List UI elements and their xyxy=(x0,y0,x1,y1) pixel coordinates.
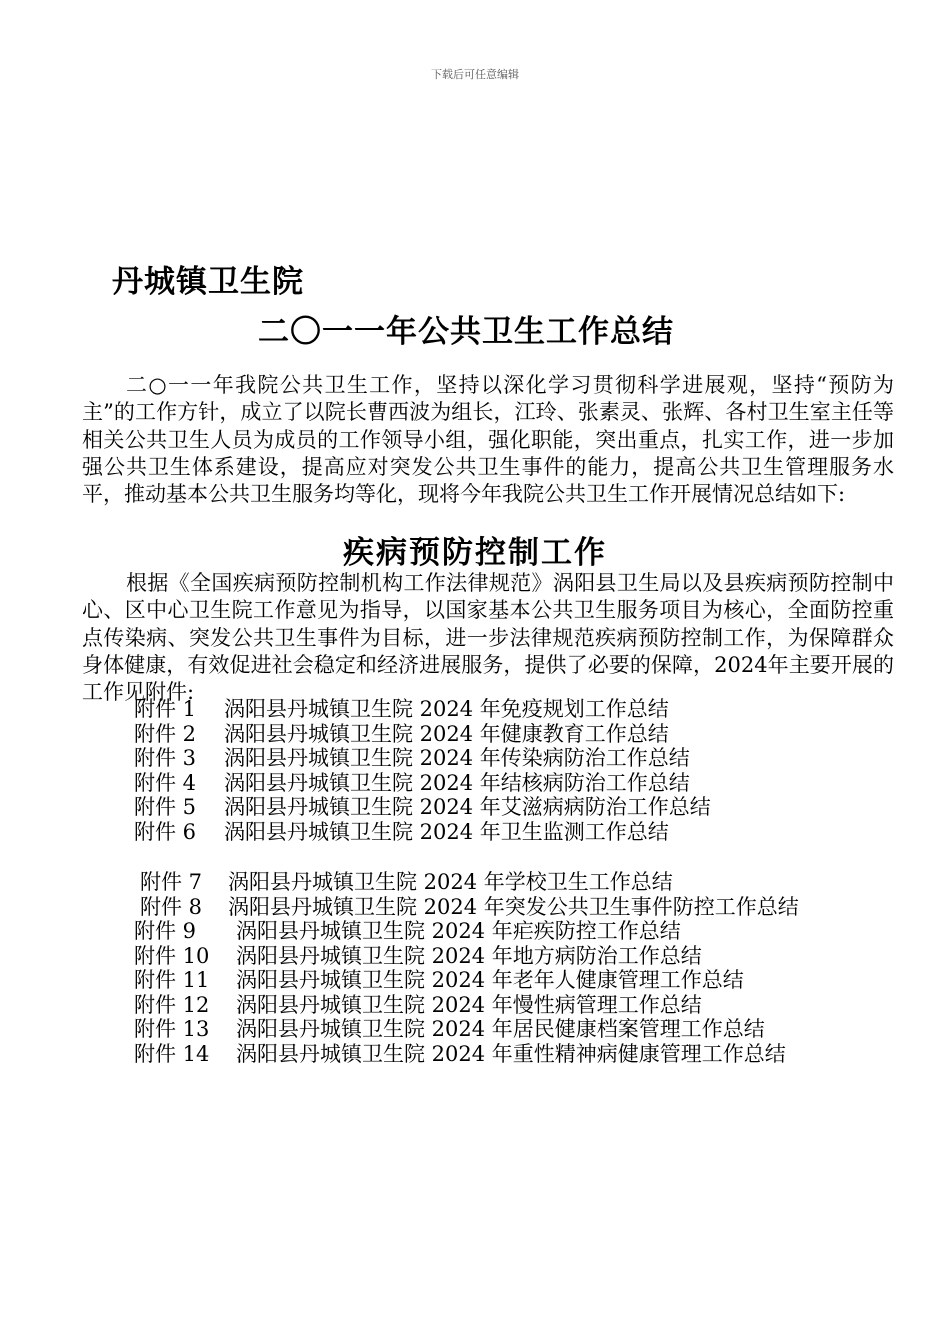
attachment-label: 附件 4 xyxy=(134,770,197,795)
organization-title: 丹城镇卫生院 xyxy=(112,264,304,300)
attachment-label: 附件 2 xyxy=(134,721,197,746)
attachment-label: 附件 7 xyxy=(140,870,203,894)
attachment-title: 涡阳县丹城镇卫生院 2024 年老年人健康管理工作总结 xyxy=(236,968,744,992)
attachment-label: 附件 12 xyxy=(134,992,210,1017)
attachment-label: 附件 5 xyxy=(134,795,197,819)
attachment-title: 涡阳县丹城镇卫生院 2024 年地方病防治工作总结 xyxy=(236,943,702,968)
section-heading: 疾病预防控制工作 xyxy=(343,535,607,571)
attachment-label: 附件 3 xyxy=(134,746,197,770)
section-body: 根据《全国疾病预防控制机构工作法律规范》涡阳县卫生局以及县疾病预防控制中心、区中心卫生院工作意见为指导，以国家基本公共卫生服务项目为核心，全面防控重点传染病、突发公共卫生事件为目标，进一步法律规范疾病预防控制工作，为保障群众身体健康，有效促进社会稳定和经济进展服务，提供了必要的保障，2024年主要开展的工作见附件: xyxy=(82,571,894,705)
attachment-title: 涡阳县丹城镇卫生院 2024 年传染病防治工作总结 xyxy=(224,746,690,770)
attachment-label: 附件 11 xyxy=(134,968,210,992)
document-title: 二〇一一年公共卫生工作总结 xyxy=(258,314,674,350)
attachment-title: 涡阳县丹城镇卫生院 2024 年免疫规划工作总结 xyxy=(224,697,669,721)
attachment-label: 附件 9 xyxy=(134,919,197,943)
attachment-label: 附件 8 xyxy=(140,894,203,919)
attachment-title: 涡阳县丹城镇卫生院 2024 年居民健康档案管理工作总结 xyxy=(236,1017,765,1041)
attachment-title: 涡阳县丹城镇卫生院 2024 年疟疾防控工作总结 xyxy=(236,919,681,943)
attachment-title: 涡阳县丹城镇卫生院 2024 年结核病防治工作总结 xyxy=(224,770,690,795)
intro-paragraph: 二○一一年我院公共卫生工作，坚持以深化学习贯彻科学进展观，坚持“预防为主”的工作方针，成立了以院长曹西波为组长，江玲、张素灵、张辉、各村卫生室主任等相关公共卫生人员为成员的工作领导小组，强化职能，突出重点，扎实工作，进一步加强公共卫生体系建设，提高应对突发公共卫生事件的能力，提高公共卫生管理服务水平，推动基本公共卫生服务均等化，现将今年我院公共卫生工作开展情况总结如下: xyxy=(82,373,894,507)
attachment-title: 涡阳县丹城镇卫生院 2024 年艾滋病病防治工作总结 xyxy=(224,795,711,819)
attachment-title: 涡阳县丹城镇卫生院 2024 年突发公共卫生事件防控工作总结 xyxy=(228,894,799,919)
attachment-title: 涡阳县丹城镇卫生院 2024 年重性精神病健康管理工作总结 xyxy=(236,1041,786,1066)
attachment-label: 附件 1 xyxy=(134,697,197,721)
attachment-label: 附件 14 xyxy=(134,1041,210,1066)
header-note: 下载后可任意编辑 xyxy=(431,68,519,81)
attachment-title: 涡阳县丹城镇卫生院 2024 年学校卫生工作总结 xyxy=(228,870,673,894)
attachment-label: 附件 6 xyxy=(134,819,197,844)
attachment-title: 涡阳县丹城镇卫生院 2024 年卫生监测工作总结 xyxy=(224,819,669,844)
attachment-title: 涡阳县丹城镇卫生院 2024 年慢性病管理工作总结 xyxy=(236,992,702,1017)
attachment-title: 涡阳县丹城镇卫生院 2024 年健康教育工作总结 xyxy=(224,721,669,746)
attachment-label: 附件 13 xyxy=(134,1017,210,1041)
attachment-label: 附件 10 xyxy=(134,943,210,968)
